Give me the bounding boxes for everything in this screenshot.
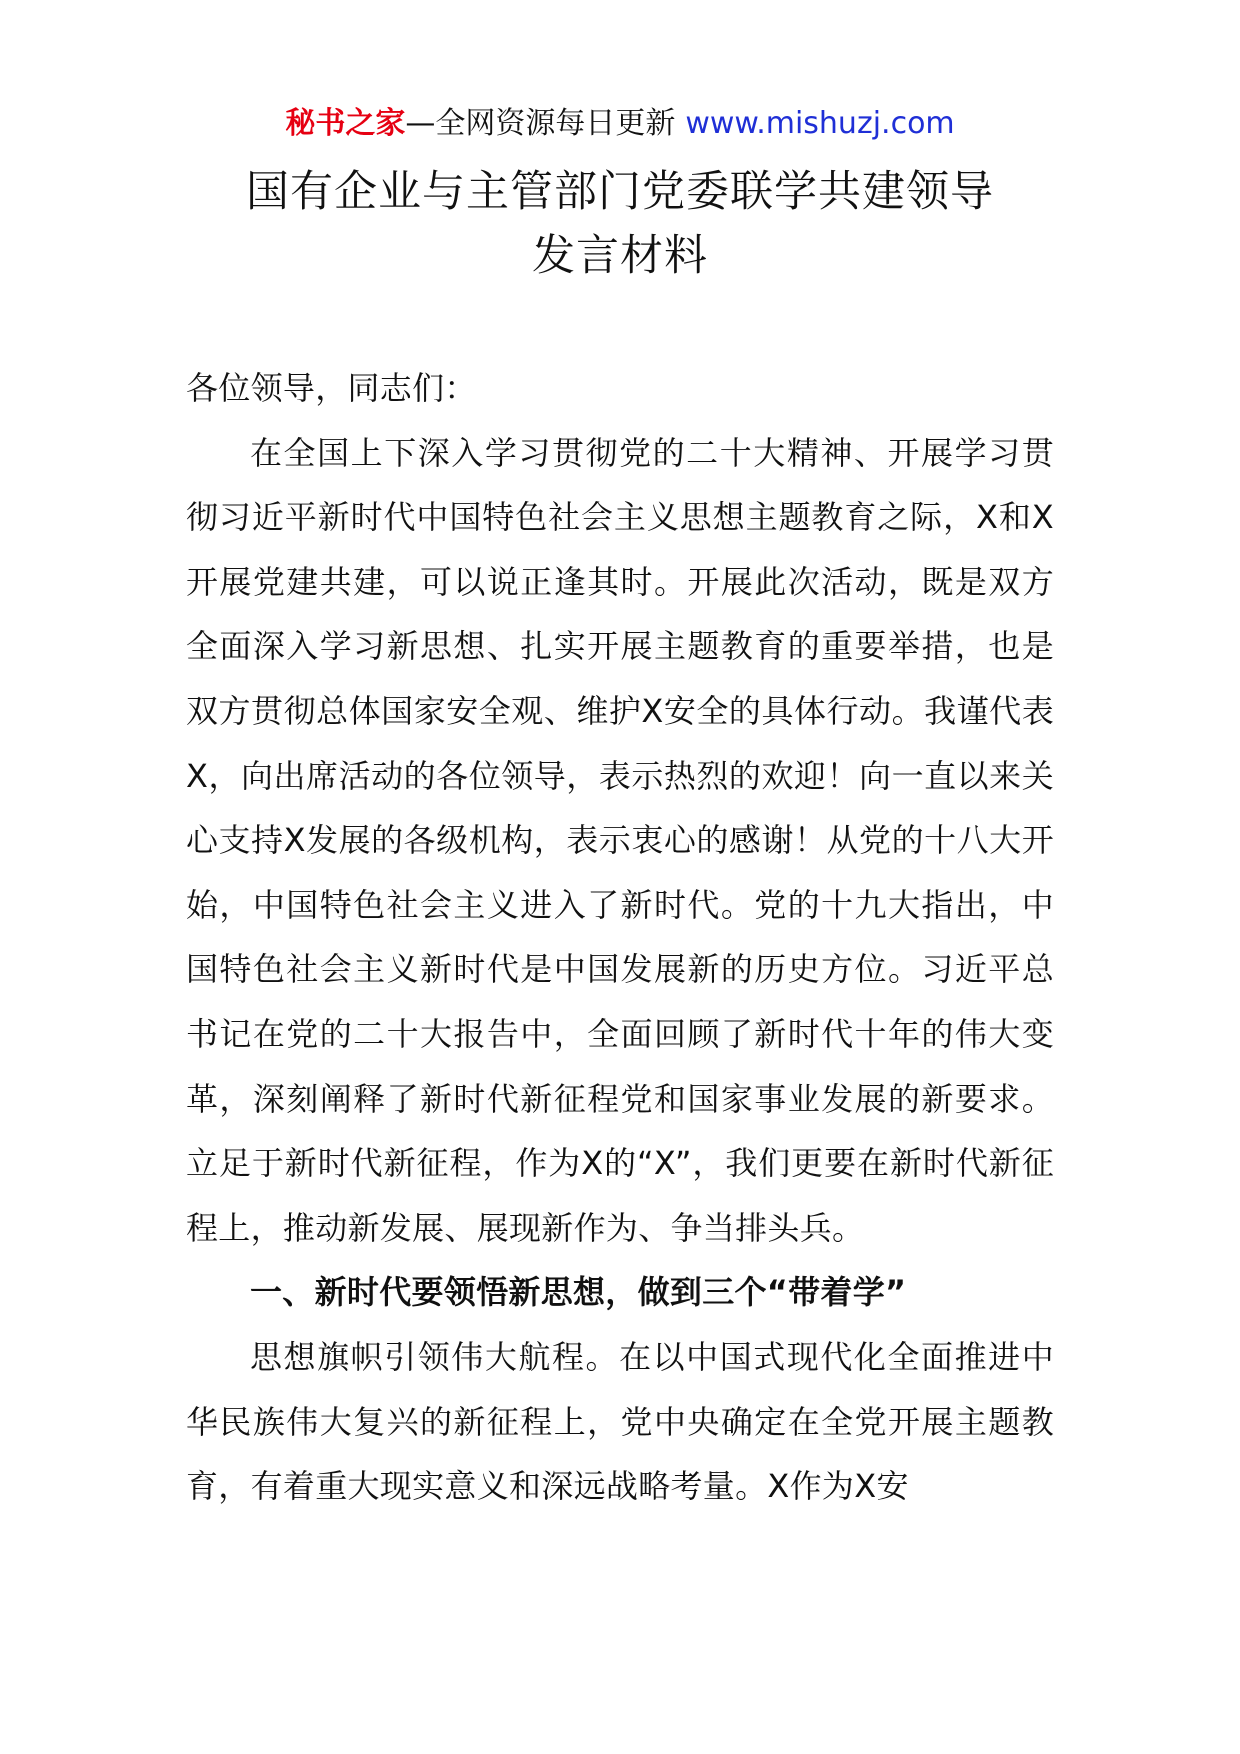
brand-name: 秘书之家 — [285, 106, 406, 141]
site-url-link[interactable]: www.mishuzj.com — [685, 106, 955, 141]
site-slogan: —全网资源每日更新 — [405, 106, 676, 141]
title-line-2: 发言材料 — [532, 231, 708, 281]
paragraph-2: 思想旗帜引领伟大航程。在以中国式现代化全面推进中华民族伟大复兴的新征程上，党中央确定在全党开展主题教育，有着重大现实意义和深远战略考量。X作为X安 — [186, 1337, 1054, 1506]
paragraph-1: 在全国上下深入学习贯彻党的二十大精神、开展学习贯彻习近平新时代中国特色社会主义思想主题教育之际，X和X开展党建共建，可以说正逢其时。开展此次活动，既是双方全面深入学习新思想、扎实开展主题教育的重要举措，也是双方贯彻总体国家安全观、维护X安全的具体行动。我谨代表X，向出席活动的各位领导，表示热烈的欢迎！向一直以来关心支持X发展的各级机构，表示衷心的感谢！从党的十八大开始，中国特色社会主义进入了新时代。党的十九大指出，中国特色社会主义新时代是中国发展新的历史方位。习近平总书记在党的二十大报告中，全面回顾了新时代十年的伟大变革，深刻阐释了新时代新征程党和国家事业发展的新要求。立足于新时代新征程，作为X的“X”，我们更要在新时代新征程上，推动新发展、展现新作为、争当排头兵。 — [186, 433, 1054, 1247]
greeting: 各位领导，同志们： — [186, 369, 477, 407]
site-header — [0, 104, 1240, 144]
document-body — [186, 356, 1054, 1519]
document-title — [0, 160, 1240, 288]
section-heading-1: 一、新时代要领悟新思想，做到三个“带着学” — [250, 1273, 907, 1312]
title-line-1: 国有企业与主管部门党委联学共建领导 — [246, 167, 994, 217]
